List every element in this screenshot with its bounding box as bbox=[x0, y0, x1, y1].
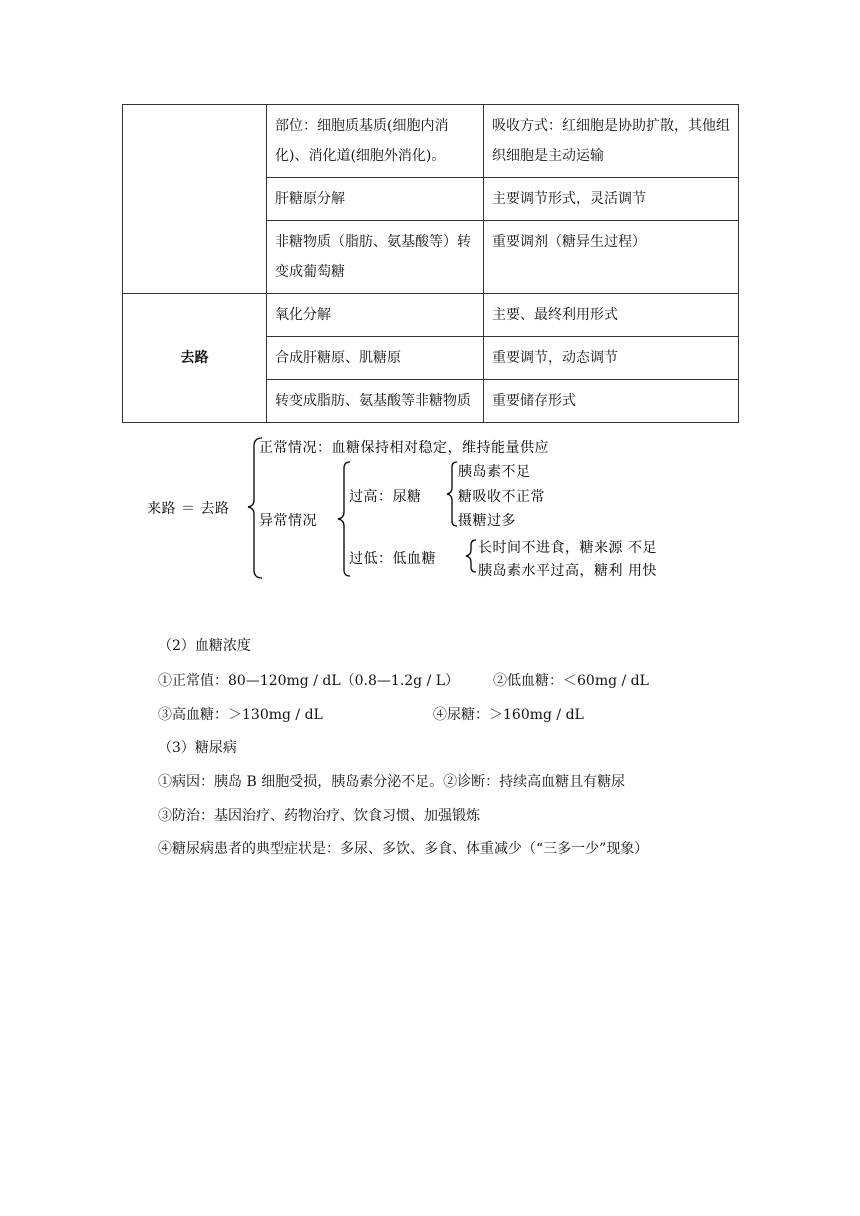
table-cell-note: 重要调剂（糖异生过程） bbox=[484, 221, 739, 294]
urine-value-text: ④尿糖：＞160mg / dL bbox=[433, 707, 584, 723]
table-cell-item: 非糖物质（脂肪、氨基酸等）转变成葡萄糖 bbox=[267, 221, 484, 294]
section-heading: （3）糖尿病 bbox=[158, 740, 237, 756]
table-cell-item: 部位：细胞质基质(细胞内消化)、消化道(细胞外消化)。 bbox=[267, 105, 484, 178]
cause-text: ①病因：胰岛 B 细胞受损，胰岛素分泌不足。②诊断：持续高血糖且有糖尿 bbox=[158, 774, 626, 790]
table-cell-note: 主要调节形式，灵活调节 bbox=[484, 178, 739, 221]
table-cell-item: 肝糖原分解 bbox=[267, 178, 484, 221]
symptoms-text: ④糖尿病患者的典型症状是：多尿、多饮、多食、体重减少（“三多一少”现象） bbox=[158, 841, 649, 857]
table-cell-note: 吸收方式：红细胞是协助扩散，其他组织细胞是主动运输 bbox=[484, 105, 739, 178]
glucose-table bbox=[122, 104, 739, 423]
category-cell-outflow: 去路 bbox=[123, 294, 267, 423]
category-cell-source bbox=[123, 105, 267, 294]
diagram-abnormal: 异常情况 bbox=[259, 513, 317, 529]
section-heading: （2）血糖浓度 bbox=[158, 638, 251, 654]
table-cell-note: 重要储存形式 bbox=[484, 380, 739, 423]
high-value-text: ③高血糖：＞130mg / dL bbox=[158, 707, 323, 723]
table-cell-note: 主要、最终利用形式 bbox=[484, 294, 739, 337]
diagram-high-cause: 糖吸收不正常 bbox=[458, 489, 545, 505]
diagram-low-cause: 长时间不进食，糖来源 不足 bbox=[478, 540, 657, 556]
diagram-root: 来路 ＝ 去路 bbox=[147, 501, 230, 517]
normal-value-text: ①正常值：80—120mg / dL（0.8—1.2g / L） bbox=[158, 673, 460, 689]
table-cell-item: 氧化分解 bbox=[267, 294, 484, 337]
diagram-low-cause: 胰岛素水平过高，糖利 用快 bbox=[478, 563, 657, 579]
diagram-high-cause: 胰岛素不足 bbox=[458, 464, 531, 480]
diagram-high: 过高：尿糖 bbox=[349, 489, 422, 505]
treatment-text: ③防治：基因治疗、药物治疗、饮食习惯、加强锻炼 bbox=[158, 808, 480, 824]
table-cell-note: 重要调节，动态调节 bbox=[484, 337, 739, 380]
diagram-normal: 正常情况：血糖保持相对稳定，维持能量供应 bbox=[259, 440, 549, 456]
table-cell-item: 转变成脂肪、氨基酸等非糖物质 bbox=[267, 380, 484, 423]
low-value-text: ②低血糖：＜60mg / dL bbox=[493, 673, 649, 689]
diagram-high-cause: 摄糖过多 bbox=[458, 513, 516, 529]
diagram-low: 过低：低血糖 bbox=[349, 551, 436, 567]
table-cell-item: 合成肝糖原、肌糖原 bbox=[267, 337, 484, 380]
